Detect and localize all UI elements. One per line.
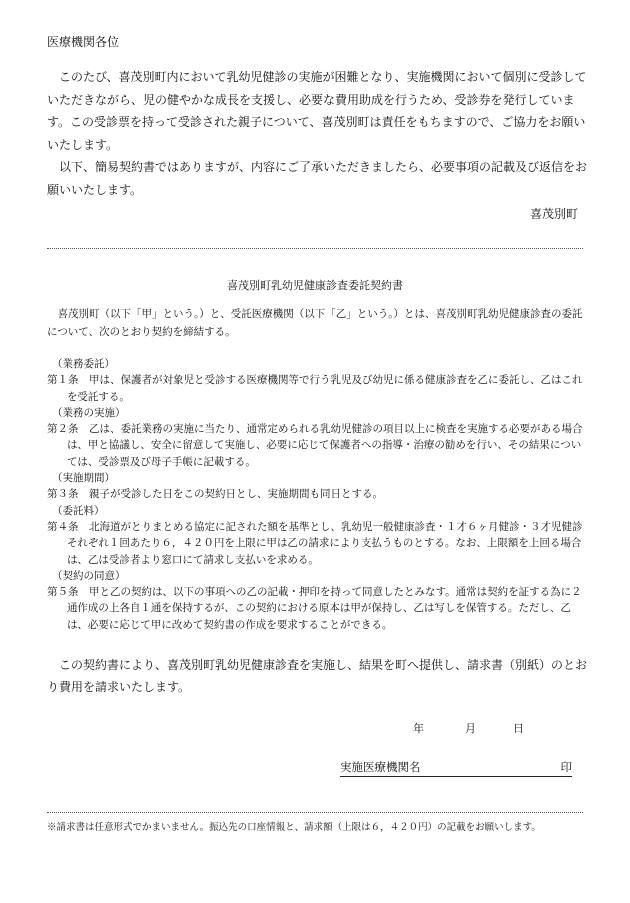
signature-label: 実施医療機関名 — [340, 760, 421, 774]
intro-letter-body — [47, 66, 587, 201]
date-year-label: 年 — [413, 722, 424, 735]
date-month-label: 月 — [465, 722, 476, 735]
article-heading: （実施期間） — [52, 472, 115, 485]
article-3 — [47, 486, 587, 502]
article-heading: （業務委託） — [52, 358, 115, 370]
addressee: 医療機関各位 — [47, 35, 120, 49]
article-1 — [47, 372, 587, 405]
article-heading: （委託料） — [52, 504, 105, 517]
article-text: 甲と乙の契約は、以下の事項への乙の記載・押印を持って同意したとみなす。通常は契約を証する為に２通作成の上各自１通を保持するが、この契約における原本は甲が保持し、乙は写しを保管する。ただし、乙は、必要に応じて甲に改めて契約書の作成を要求することができる。 — [66, 586, 582, 631]
article-number: 第４条 — [47, 520, 79, 533]
footnote: ※請求書は任意形式でかまいません。振込先の口座情報と、請求額（上限は６，４２０円）の記載をお願いします。 — [47, 822, 541, 833]
article-number: 第３条 — [47, 488, 79, 501]
article-text: 乙は、委託業務の実施に当たり、通常定められる乳幼児健診の項目以上に検査を実施する必要がある場合は、甲と協議し、安全に留意して実施し、必要に応じて保護者への指導・治療の勧めを行い、その結果については、受診票及び母子手帳に記載する。 — [66, 423, 583, 468]
article-text: 甲は、保護者が対象児と受診する医療機関等で行う乳児及び幼児に係る健康診査を乙に委託し、乙はこれを受託する。 — [66, 374, 583, 403]
closing-statement — [47, 654, 587, 698]
preamble-text: 喜茂別町（以下「甲」という。）と、受託医療機関（以下「乙」という。）とは、喜茂別町乳幼児健康診査の委託について、次のとおり契約を締結する。 — [47, 308, 583, 338]
article-number: 第２条 — [47, 423, 79, 436]
article-text: 親子が受診した日をこの契約日とし、実施期間も同日とする。 — [89, 488, 383, 501]
article-5 — [47, 584, 587, 633]
article-number: 第１条 — [47, 374, 79, 387]
article-2 — [47, 421, 587, 470]
sender-name: 喜茂別町 — [529, 207, 578, 221]
separator-dotted-line — [47, 248, 583, 249]
date-day-label: 日 — [513, 722, 524, 735]
article-4 — [47, 519, 587, 568]
contract-articles — [47, 356, 587, 633]
article-number: 第５条 — [47, 586, 79, 599]
article-heading: （契約の同意） — [52, 569, 126, 582]
signature-line — [340, 759, 572, 777]
closing-text: この契約書により、喜茂別町乳幼児健康診査を実施し、結果を町へ提供し、請求書（別紙）のとおり費用を請求いたします。 — [47, 658, 588, 694]
article-text: 北海道がとりまとめる協定に記された額を基準とし、乳幼児一般健康診査・１才６ヶ月健診・３才児健診それぞれ１回あたり６，４２０円を上限に甲は乙の請求により支払うものとする。なお、上限額を上回る場合は、乙は受診者より窓口にて請求し支払いを求める。 — [66, 520, 583, 566]
intro-paragraph: このたび、喜茂別町内において乳幼児健診の実施が困難となり、実施機関において個別に受診していただきながら、児の健やかな成長を支援し、必要な費用助成を行うため、受診券を発行しています。この受診票を持って受診された親子について、喜茂別町は責任をもちますので、ご協力をお願いいたします。 — [47, 70, 587, 152]
contract-title: 喜茂別町乳幼児健康診査委託契約書 — [227, 279, 403, 292]
intro-paragraph: 以下、簡易契約書ではありますが、内容にご了承いただきましたら、必要事項の記載及び返信をお願いいたします。 — [47, 160, 588, 197]
separator-dotted-line — [47, 812, 583, 813]
contract-preamble — [47, 305, 587, 341]
article-heading: （業務の実施） — [52, 406, 126, 419]
seal-mark: 印 — [560, 760, 572, 774]
